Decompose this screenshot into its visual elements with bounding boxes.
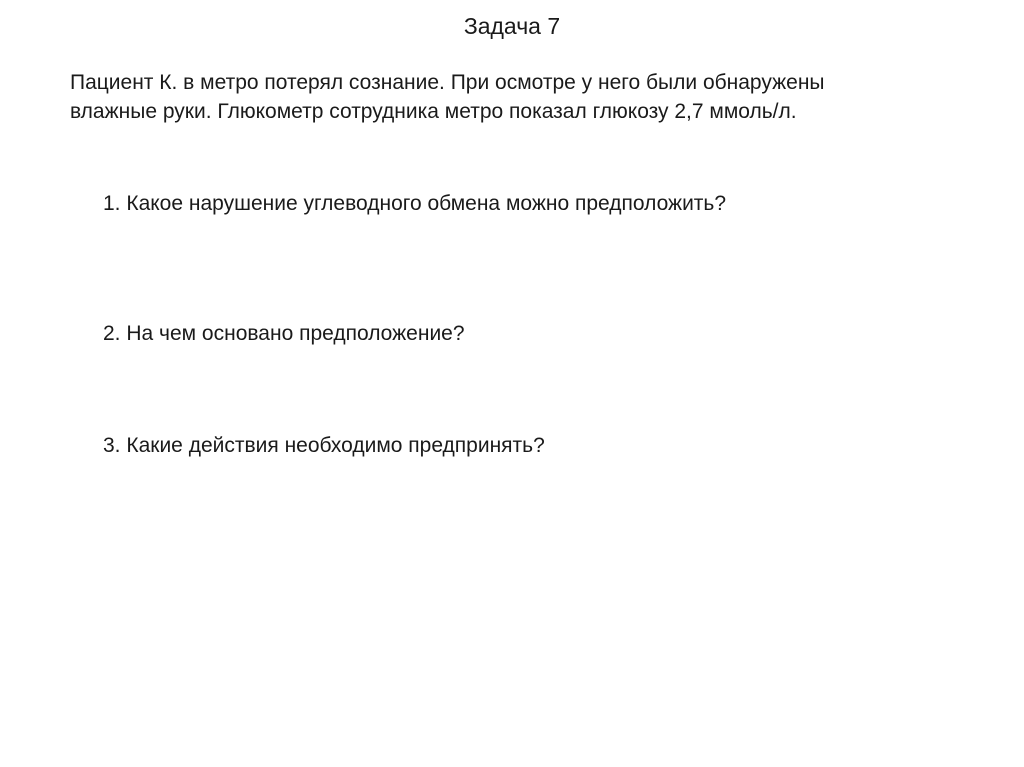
case-description-line-2: влажные руки. Глюкометр сотрудника метро показал глюкозу 2,7 ммоль/л.: [70, 100, 797, 123]
question-2: 2. На чем основано предположение?: [103, 322, 465, 345]
question-3: 3. Какие действия необходимо предпринять?: [103, 434, 545, 457]
slide-title: Задача 7: [463, 13, 561, 39]
case-description-line-1: Пациент К. в метро потерял сознание. При осмотре у него были обнаружены: [70, 71, 825, 94]
question-1: 1. Какое нарушение углеводного обмена можно предположить?: [103, 192, 727, 215]
case-description: [70, 68, 970, 126]
